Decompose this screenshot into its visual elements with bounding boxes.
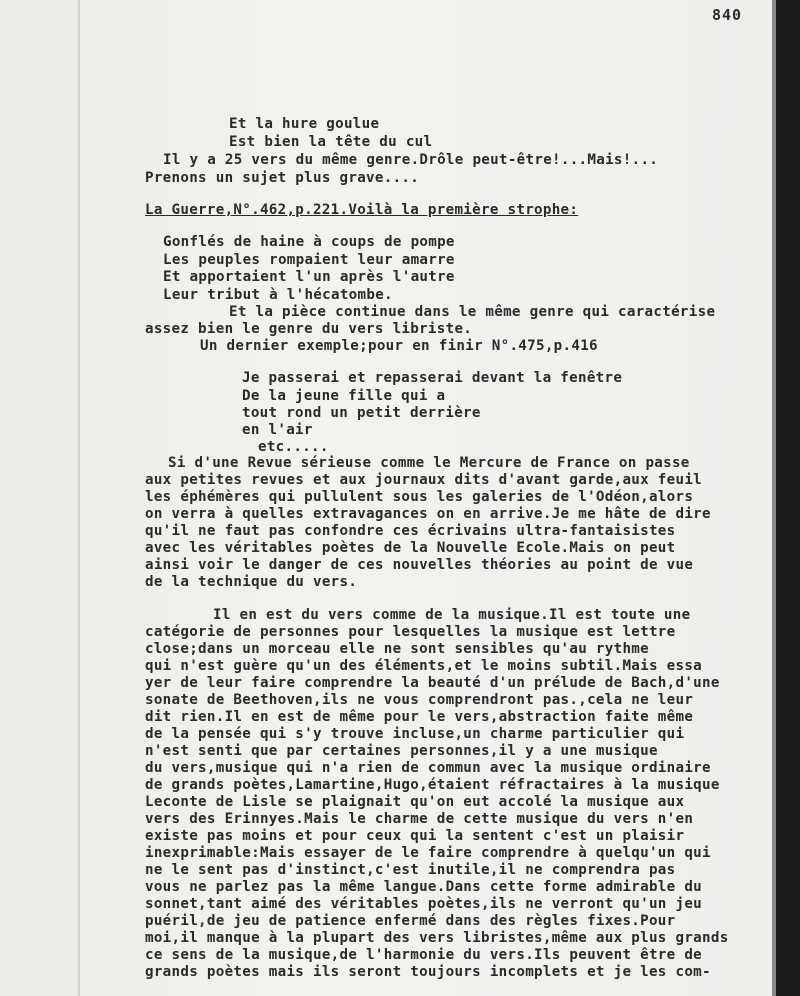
text-line: moi,il manque à la plupart des vers libristes,même aux plus grands <box>145 930 729 946</box>
text-line: ainsi voir le danger de ces nouvelles théories au point de vue <box>145 557 694 573</box>
text-line: De la jeune fille qui a <box>242 388 446 404</box>
text-line: La Guerre,N°.462,p.221.Voilà la première strophe: <box>145 202 579 218</box>
text-line: Est bien la tête du cul <box>229 134 433 150</box>
text-line: yer de leur faire comprendre la beauté d'un prélude de Bach,d'une <box>145 675 720 691</box>
text-line: Je passerai et repasserai devant la fenêtre <box>242 370 623 386</box>
text-line: Leconte de Lisle se plaignait qu'on eut accolé la musique aux <box>145 794 685 810</box>
text-line: Et apportaient l'un après l'autre <box>163 269 455 285</box>
text-line: dit rien.Il en est de même pour le vers,abstraction faite même <box>145 709 694 725</box>
text-line: close;dans un morceau elle ne sont sensibles qu'au rythme <box>145 641 649 657</box>
scan-edge <box>776 0 800 996</box>
text-line: de la technique du vers. <box>145 574 358 590</box>
text-line: Et la hure goulue <box>229 116 380 132</box>
text-line: n'est senti que par certaines personnes,il y a une musique <box>145 743 658 759</box>
text-line: du vers,musique qui n'a rien de commun avec la musique ordinaire <box>145 760 711 776</box>
text-line: Il y a 25 vers du même genre.Drôle peut-être!...Mais!... <box>163 152 659 168</box>
text-line: puéril,de jeu de patience enfermé dans des règles fixes.Pour <box>145 913 676 929</box>
text-line: qu'il ne faut pas confondre ces écrivains ultra-fantaisistes <box>145 523 676 539</box>
text-line: Les peuples rompaient leur amarre <box>163 252 455 268</box>
text-line: Un dernier exemple;pour en finir N°.475,p.416 <box>200 338 598 354</box>
text-line: les éphémères qui pullulent sous les galeries de l'Odéon,alors <box>145 489 694 505</box>
text-line: en l'air <box>242 422 313 438</box>
text-line: Leur tribut à l'hécatombe. <box>163 287 393 303</box>
text-line: on verra à quelles extravagances on en arrive.Je me hâte de dire <box>145 506 711 522</box>
text-line: vers des Erinnyes.Mais le charme de cette musique du vers n'en <box>145 811 694 827</box>
text-line: sonate de Beethoven,ils ne vous comprendront pas.,cela ne leur <box>145 692 694 708</box>
paper-fold <box>78 0 80 996</box>
text-line: sonnet,tant aimé des véritables poètes,ils ne verront qu'un jeu <box>145 896 703 912</box>
text-line: vous ne parlez pas la même langue.Dans cette forme admirable du <box>145 879 703 895</box>
text-line: assez bien le genre du vers libriste. <box>145 321 473 337</box>
text-line: inexprimable:Mais essayer de le faire comprendre à quelqu'un qui <box>145 845 711 861</box>
text-line: existe pas moins et pour ceux qui la sentent c'est un plaisir <box>145 828 685 844</box>
text-line: catégorie de personnes pour lesquelles la musique est lettre <box>145 624 676 640</box>
text-line: aux petites revues et aux journaux dits d'avant garde,aux feuil <box>145 472 703 488</box>
text-line: de la pensée qui s'y trouve incluse,un charme particulier qui <box>145 726 685 742</box>
text-line: Et la pièce continue dans le même genre qui caractérise <box>229 304 716 320</box>
text-line: ce sens de la musique,de l'harmonie du vers.Ils peuvent être de <box>145 947 703 963</box>
text-line: qui n'est guère qu'un des éléments,et le moins subtil.Mais essa <box>145 658 703 674</box>
text-line: Il en est du vers comme de la musique.Il est toute une <box>213 607 691 623</box>
text-line: Prenons un sujet plus grave.... <box>145 170 420 186</box>
text-line: Si d'une Revue sérieuse comme le Mercure de France on passe <box>168 455 690 471</box>
text-line: de grands poètes,Lamartine,Hugo,étaient réfractaires à la musique <box>145 777 720 793</box>
text-line: tout rond un petit derrière <box>242 405 481 421</box>
text-line: etc..... <box>258 439 329 455</box>
text-line: grands poètes mais ils seront toujours incomplets et je les com- <box>145 964 711 980</box>
page-number: 840 <box>712 6 743 24</box>
text-line: avec les véritables poètes de la Nouvelle Ecole.Mais on peut <box>145 540 676 556</box>
text-line: Gonflés de haine à coups de pompe <box>163 234 455 250</box>
text-line: ne le sent pas d'instinct,c'est inutile,il ne comprendra pas <box>145 862 676 878</box>
